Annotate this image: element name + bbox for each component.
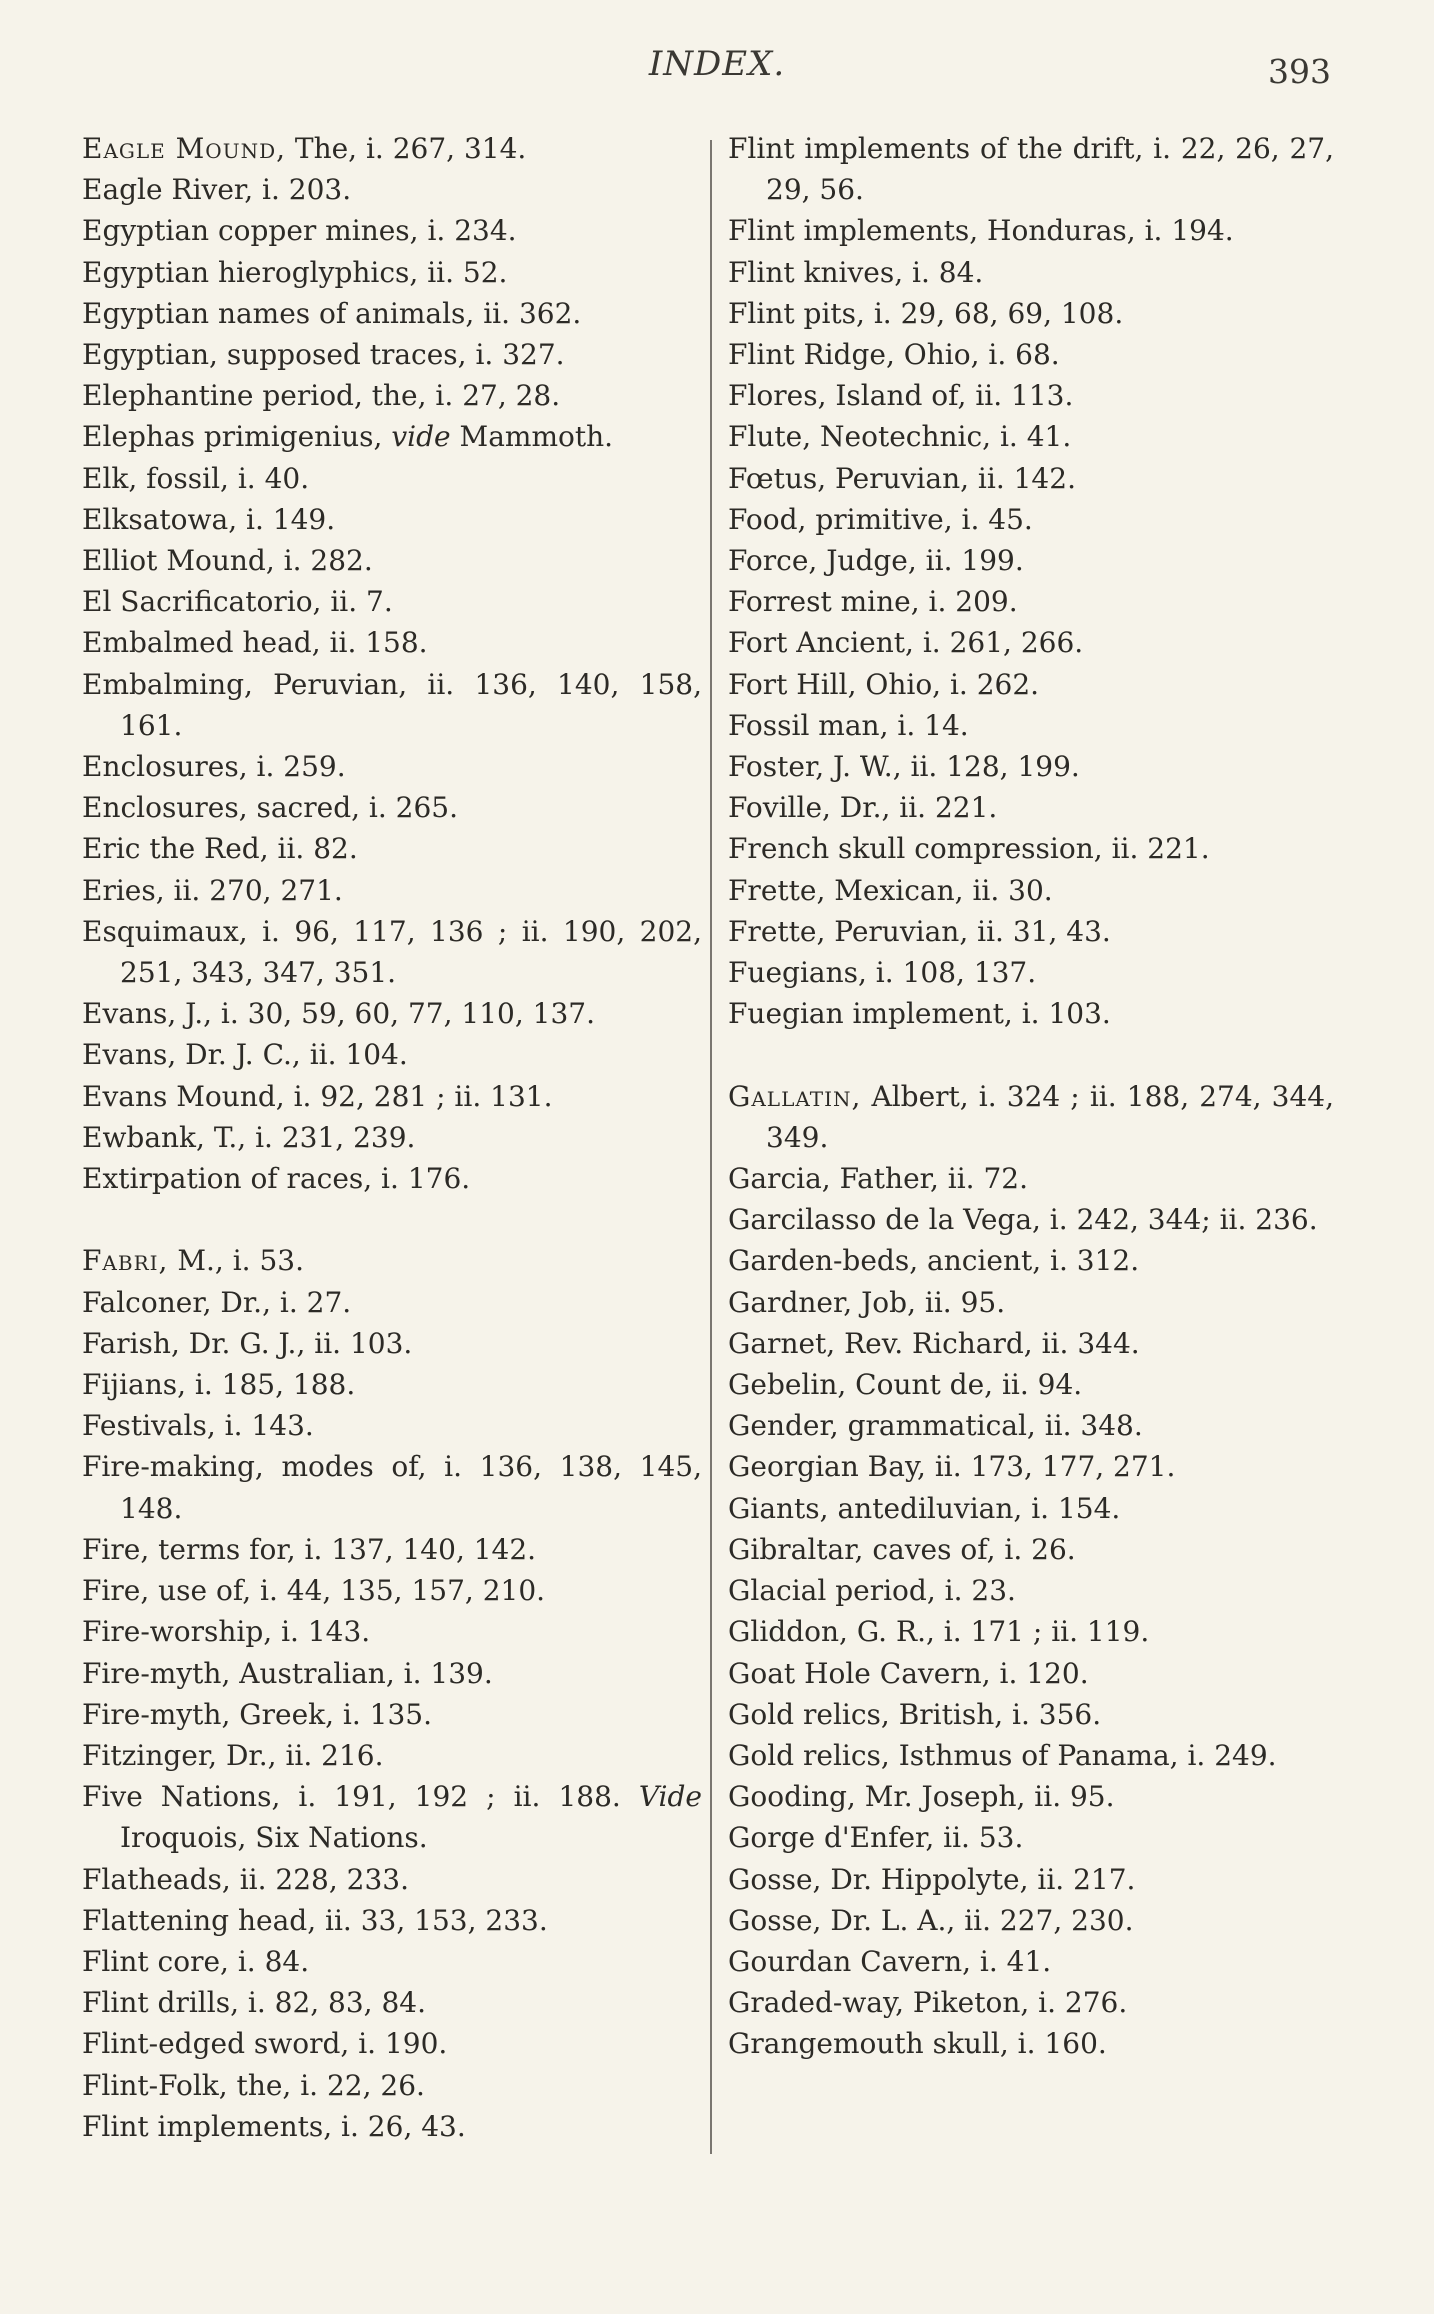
- entry-text: Esquimaux, i. 96, 117, 136 ; ii. 190, 202, 251, 343, 347, 351.: [82, 914, 702, 990]
- index-entry: [82, 581, 702, 622]
- index-entry: [82, 1982, 702, 2023]
- entry-text: Gender, grammatical, ii. 348.: [728, 1409, 1143, 1443]
- entry-text: Flint implements, i. 26, 43.: [82, 2109, 466, 2143]
- entry-text: Foster, J. W., ii. 128, 199.: [728, 750, 1080, 784]
- entry-text: Frette, Peruvian, ii. 31, 43.: [728, 914, 1111, 948]
- entry-text: Egyptian hieroglyphics, ii. 52.: [82, 255, 508, 289]
- entry-text-after: Mammoth.: [450, 420, 614, 454]
- index-entry: [82, 1735, 702, 1776]
- entry-text: Force, Judge, ii. 199.: [728, 544, 1024, 578]
- entry-text: Gold relics, Isthmus of Panama, i. 249.: [728, 1738, 1277, 1772]
- index-entry: [82, 1529, 702, 1570]
- index-entry: [728, 540, 1334, 581]
- index-column-right: [728, 128, 1334, 2065]
- index-entry: [82, 1034, 702, 1075]
- entry-text: Elksatowa, i. 149.: [82, 502, 336, 536]
- index-entry: [728, 1735, 1334, 1776]
- index-entry: [82, 1364, 702, 1405]
- entry-text: Flint-edged sword, i. 190.: [82, 2027, 448, 2061]
- entry-text: Fort Hill, Ohio, i. 262.: [728, 667, 1040, 701]
- index-entry: [728, 664, 1334, 705]
- index-entry: [728, 1900, 1334, 1941]
- index-entry: [82, 828, 702, 869]
- entry-text: Glacial period, i. 23.: [728, 1574, 1016, 1608]
- index-entry: [82, 499, 702, 540]
- entry-text: Elephas primigenius,: [82, 420, 392, 454]
- page-number: 393: [1268, 52, 1331, 91]
- entry-text: Flint implements, Honduras, i. 194.: [728, 214, 1234, 248]
- index-entry: [82, 128, 702, 169]
- index-entry: [82, 169, 702, 210]
- entry-text: Evans, Dr. J. C., ii. 104.: [82, 1038, 408, 1072]
- entry-lead: Fabri,: [82, 1244, 169, 1278]
- entry-text: Flint-Folk, the, i. 22, 26.: [82, 2068, 425, 2102]
- entry-text: Festivals, i. 143.: [82, 1409, 314, 1443]
- entry-text: El Sacrificatorio, ii. 7.: [82, 585, 393, 619]
- index-entry: [82, 622, 702, 663]
- index-entry: [82, 416, 702, 457]
- entry-text: Embalming, Peruvian, ii. 136, 140, 158, 161.: [82, 667, 702, 742]
- entry-text: Giants, antediluvian, i. 154.: [728, 1491, 1121, 1525]
- index-entry: [728, 293, 1334, 334]
- entry-text: The, i. 267, 314.: [286, 132, 527, 165]
- entry-text: Albert, i. 324 ; ii. 188, 274, 344, 349.: [766, 1079, 1334, 1154]
- index-entry: [728, 416, 1334, 457]
- entry-text: Flatheads, ii. 228, 233.: [82, 1862, 410, 1896]
- entry-text: Flint core, i. 84.: [82, 1944, 310, 1978]
- index-entry: [728, 458, 1334, 499]
- index-entry: [728, 252, 1334, 293]
- entry-text: Georgian Bay, ii. 173, 177, 271.: [728, 1450, 1176, 1484]
- entry-text: Fire-myth, Greek, i. 135.: [82, 1697, 433, 1731]
- index-entry: [82, 1282, 702, 1323]
- entry-text: Fire-myth, Australian, i. 139.: [82, 1656, 493, 1690]
- index-entry: [82, 2023, 702, 2064]
- entry-text: Fire-making, modes of, i. 136, 138, 145, 148.: [82, 1450, 702, 1525]
- entry-text: Gliddon, G. R., i. 171 ; ii. 119.: [728, 1615, 1150, 1649]
- running-title: INDEX.: [648, 44, 786, 84]
- entry-text: Egyptian, supposed traces, i. 327.: [82, 338, 565, 372]
- entry-text: Grangemouth skull, i. 160.: [728, 2027, 1107, 2061]
- index-entry: [728, 787, 1334, 828]
- index-entry: [728, 746, 1334, 787]
- entry-text: Graded-way, Piketon, i. 276.: [728, 1986, 1128, 2020]
- entry-text: Farish, Dr. G. J., ii. 103.: [82, 1326, 413, 1360]
- index-entry: [728, 1817, 1334, 1858]
- index-entry: [82, 293, 702, 334]
- index-entry: [82, 2106, 702, 2147]
- index-entry: [82, 1117, 702, 1158]
- index-entry: [728, 952, 1334, 993]
- index-entry: [82, 1076, 702, 1117]
- index-entry: [82, 911, 702, 993]
- entry-text: Evans Mound, i. 92, 281 ; ii. 131.: [82, 1079, 553, 1113]
- entry-text: Flint drills, i. 82, 83, 84.: [82, 1986, 427, 2020]
- index-entry: [728, 1240, 1334, 1281]
- entry-text: Gorge d'Enfer, ii. 53.: [728, 1821, 1024, 1855]
- entry-text: Eric the Red, ii. 82.: [82, 832, 358, 866]
- index-entry: [728, 870, 1334, 911]
- column-divider: [710, 140, 712, 2154]
- index-entry: [728, 993, 1334, 1034]
- entry-text: Eagle River, i. 203.: [82, 173, 352, 207]
- entry-lead: Gallatin,: [728, 1079, 862, 1113]
- entry-text: Garden-beds, ancient, i. 312.: [728, 1244, 1140, 1278]
- index-entry: [82, 993, 702, 1034]
- entry-text: Flint knives, i. 84.: [728, 255, 984, 289]
- index-entry: [728, 499, 1334, 540]
- index-entry: [82, 252, 702, 293]
- index-entry: [728, 1364, 1334, 1405]
- index-entry: [728, 1446, 1334, 1487]
- index-entry: [82, 1570, 702, 1611]
- entry-text: Enclosures, sacred, i. 265.: [82, 791, 459, 825]
- section-gap: [82, 1199, 702, 1240]
- index-entry: [82, 2065, 702, 2106]
- entry-text: Forrest mine, i. 209.: [728, 585, 1018, 619]
- index-entry: [82, 1776, 702, 1858]
- entry-text: Elephantine period, the, i. 27, 28.: [82, 379, 561, 413]
- entry-text: Flint pits, i. 29, 68, 69, 108.: [728, 296, 1124, 330]
- index-entry: [82, 870, 702, 911]
- index-entry: [728, 622, 1334, 663]
- index-entry: [82, 334, 702, 375]
- entry-text: Fire-worship, i. 143.: [82, 1615, 371, 1649]
- index-entry: [82, 540, 702, 581]
- entry-text: Elliot Mound, i. 282.: [82, 544, 373, 578]
- entry-text: Evans, J., i. 30, 59, 60, 77, 110, 137.: [82, 997, 595, 1031]
- entry-text: Enclosures, i. 259.: [82, 750, 346, 784]
- entry-text: Garcia, Father, ii. 72.: [728, 1162, 1029, 1196]
- index-entry: [82, 1158, 702, 1199]
- entry-text: Gebelin, Count de, ii. 94.: [728, 1368, 1083, 1402]
- entry-text: French skull compression, ii. 221.: [728, 832, 1210, 866]
- entry-text: Foville, Dr., ii. 221.: [728, 791, 998, 825]
- entry-text: Fœtus, Peruvian, ii. 142.: [728, 461, 1076, 495]
- index-entry: [728, 2023, 1334, 2064]
- entry-text: Fuegians, i. 108, 137.: [728, 956, 1037, 990]
- index-entry: [82, 787, 702, 828]
- entry-text: Fuegian implement, i. 103.: [728, 997, 1111, 1031]
- index-entry: [82, 746, 702, 787]
- index-entry: [728, 1611, 1334, 1652]
- index-entry: [82, 1694, 702, 1735]
- entry-text: Gibraltar, caves of, i. 26.: [728, 1532, 1076, 1566]
- entry-text: Garcilasso de la Vega, i. 242, 344; ii. 236.: [728, 1203, 1318, 1237]
- index-entry: [728, 1158, 1334, 1199]
- index-entry: [728, 1694, 1334, 1735]
- entry-lead: Eagle Mound,: [82, 132, 286, 165]
- entry-text: Flute, Neotechnic, i. 41.: [728, 420, 1072, 454]
- entry-text: Fossil man, i. 14.: [728, 708, 969, 742]
- index-entry: [728, 210, 1334, 251]
- index-entry: [728, 1405, 1334, 1446]
- index-entry: [728, 375, 1334, 416]
- section-gap: [728, 1034, 1334, 1075]
- index-entry: [82, 210, 702, 251]
- index-entry: [82, 1240, 702, 1281]
- index-entry: [728, 1941, 1334, 1982]
- entry-text: Extirpation of races, i. 176.: [82, 1162, 471, 1196]
- index-entry: [728, 1529, 1334, 1570]
- entry-text: Gosse, Dr. Hippolyte, ii. 217.: [728, 1862, 1136, 1896]
- entry-text: Gourdan Cavern, i. 41.: [728, 1944, 1052, 1978]
- entry-text: Flores, Island of, ii. 113.: [728, 379, 1074, 413]
- entry-text: Ewbank, T., i. 231, 239.: [82, 1120, 416, 1154]
- index-entry: [728, 705, 1334, 746]
- index-entry: [728, 128, 1334, 210]
- entry-text: Fort Ancient, i. 261, 266.: [728, 626, 1084, 660]
- index-entry: [728, 334, 1334, 375]
- entry-text-after: Iroquois, Six Nations.: [120, 1821, 428, 1855]
- entry-text: Gold relics, British, i. 356.: [728, 1697, 1102, 1731]
- index-entry: [728, 828, 1334, 869]
- index-entry: [82, 1653, 702, 1694]
- index-entry: [82, 458, 702, 499]
- index-entry: [82, 375, 702, 416]
- index-entry: [728, 1570, 1334, 1611]
- entry-text: Fijians, i. 185, 188.: [82, 1368, 356, 1402]
- entry-text: Fire, use of, i. 44, 135, 157, 210.: [82, 1574, 546, 1608]
- index-entry: [82, 1446, 702, 1528]
- index-entry: [82, 1900, 702, 1941]
- index-column-left: [82, 128, 702, 2147]
- entry-text: Embalmed head, ii. 158.: [82, 626, 428, 660]
- index-entry: [728, 1076, 1334, 1158]
- index-entry: [728, 1653, 1334, 1694]
- index-entry: [82, 1323, 702, 1364]
- index-entry: [728, 1282, 1334, 1323]
- entry-text: Falconer, Dr., i. 27.: [82, 1285, 352, 1319]
- index-entry: [82, 1611, 702, 1652]
- entry-italic: Vide: [638, 1780, 702, 1814]
- entry-text: M., i. 53.: [168, 1244, 304, 1278]
- entry-italic: vide: [391, 420, 451, 454]
- entry-text: Flint Ridge, Ohio, i. 68.: [728, 338, 1060, 372]
- index-entry: [728, 1199, 1334, 1240]
- index-entry: [728, 1776, 1334, 1817]
- entry-text: Food, primitive, i. 45.: [728, 502, 1033, 536]
- index-entry: [728, 1323, 1334, 1364]
- index-entry: [82, 1405, 702, 1446]
- entry-text: Goat Hole Cavern, i. 120.: [728, 1656, 1089, 1690]
- entry-text: Five Nations, i. 191, 192 ; ii. 188.: [82, 1780, 639, 1814]
- entry-text: Flint implements of the drift, i. 22, 26, 27, 29, 56.: [728, 132, 1334, 207]
- entry-text: Eries, ii. 270, 271.: [82, 873, 343, 907]
- index-entry: [82, 1941, 702, 1982]
- entry-text: Flattening head, ii. 33, 153, 233.: [82, 1903, 548, 1937]
- index-entry: [728, 1488, 1334, 1529]
- index-entry: [82, 664, 702, 746]
- index-entry: [728, 581, 1334, 622]
- entry-text: Fitzinger, Dr., ii. 216.: [82, 1738, 384, 1772]
- entry-text: Elk, fossil, i. 40.: [82, 461, 310, 495]
- index-entry: [728, 911, 1334, 952]
- entry-text: Frette, Mexican, ii. 30.: [728, 873, 1053, 907]
- entry-text: Gooding, Mr. Joseph, ii. 95.: [728, 1780, 1115, 1814]
- index-entry: [82, 1859, 702, 1900]
- entry-text: Gosse, Dr. L. A., ii. 227, 230.: [728, 1903, 1134, 1937]
- entry-text: Gardner, Job, ii. 95.: [728, 1285, 1006, 1319]
- index-entry: [728, 1859, 1334, 1900]
- entry-text: Fire, terms for, i. 137, 140, 142.: [82, 1532, 537, 1566]
- index-entry: [728, 1982, 1334, 2023]
- entry-text: Egyptian copper mines, i. 234.: [82, 214, 517, 248]
- entry-text: Garnet, Rev. Richard, ii. 344.: [728, 1326, 1140, 1360]
- entry-text: Egyptian names of animals, ii. 362.: [82, 296, 582, 330]
